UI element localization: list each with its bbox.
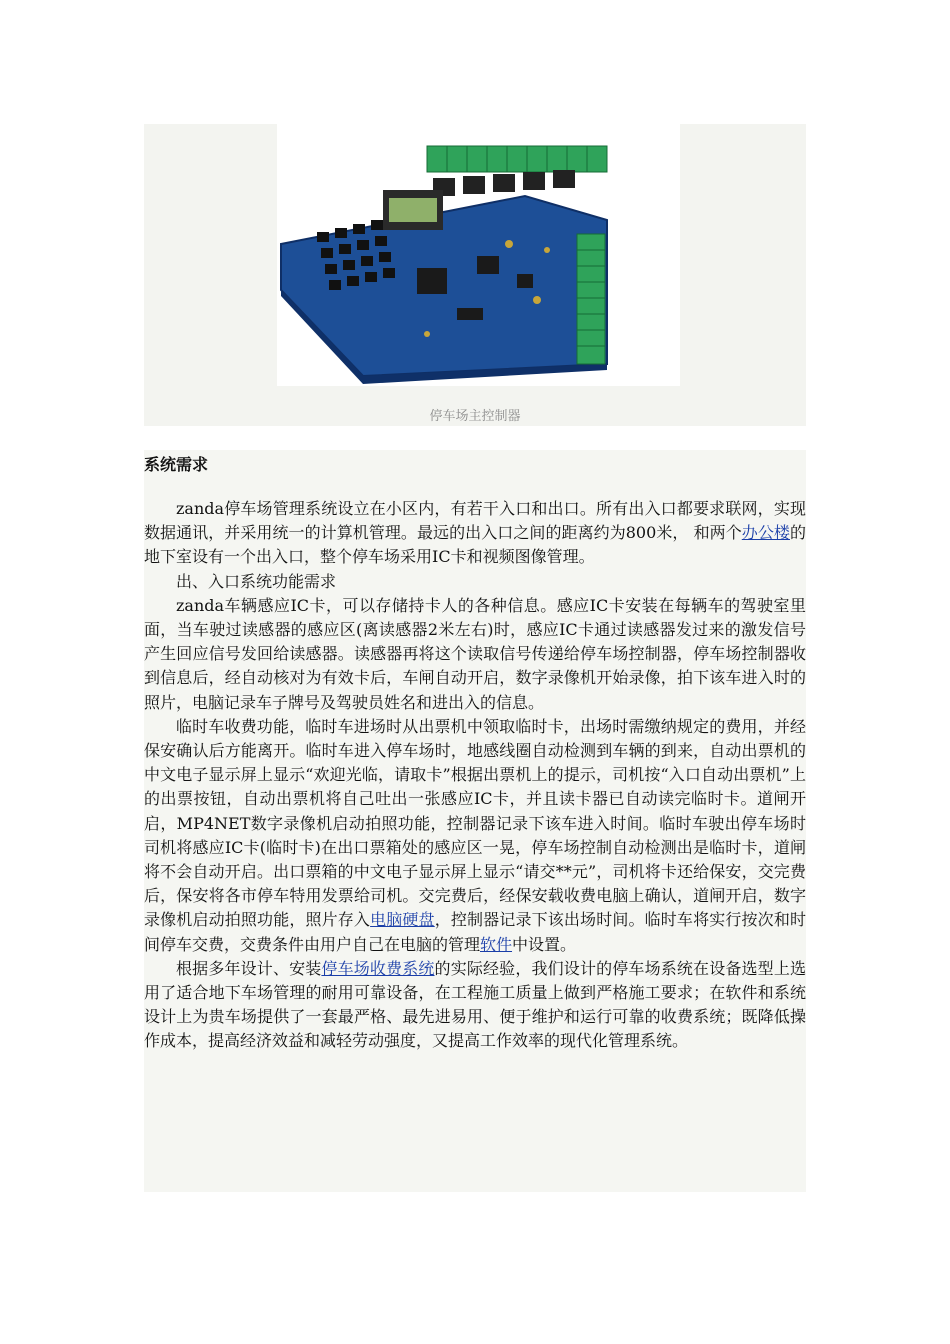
computer-harddisk-link[interactable]: 电脑硬盘 — [370, 910, 435, 930]
terminal-blocks-right — [577, 234, 605, 364]
relays — [433, 170, 575, 196]
terminal-blocks-top — [427, 146, 607, 172]
paragraph-5-text-b: 的实际经验，我们设计的停车场系统在设备选型上选用了适合地下车场管理的耐用可靠设备，在工程施工质量上做到严格施工要求；在软件和系统设计上为贵车场提供了一套最严格、最先进易用、便于维护和运行可靠的收费系统；既降低操作成本，提高经济效益和减轻劳动强度，又提高工作效率的现代化管理系统。 — [144, 958, 806, 1051]
paragraph-4 — [144, 715, 806, 957]
figure-container — [144, 124, 806, 426]
software-link[interactable]: 软件 — [480, 934, 513, 954]
lcd-screen — [389, 198, 437, 222]
paragraph-4-text-b: ，控制器记录下该出场时间。临时车将实行按次和时间停车交费，交费条件由用户自己在电脑的管理 — [144, 910, 806, 954]
parking-fee-system-link[interactable]: 停车场收费系统 — [321, 958, 435, 978]
circuit-board-illustration — [277, 124, 680, 386]
figure-caption: 停车场主控制器 — [429, 409, 521, 424]
section-heading: 系统需求 — [144, 455, 209, 474]
paragraph-1 — [144, 497, 806, 570]
article-body — [144, 497, 806, 1054]
paragraph-5 — [144, 957, 806, 1054]
office-building-link[interactable]: 办公楼 — [741, 523, 790, 543]
paragraph-1-text-b: 的地下室设有一个出入口，整个停车场采用IC卡和视频图像管理。 — [144, 523, 806, 567]
circuit-board-image — [277, 124, 680, 386]
paragraph-1-text-a: zanda停车场管理系统设立在小区内，有若干入口和出口。所有出入口都要求联网，实现数据通讯，并采用统一的计算机管理。最远的出入口之间的距离约为800米， 和两个 — [144, 499, 806, 543]
paragraph-4-text-a: 临时车收费功能，临时车进场时从出票机中领取临时卡，出场时需缴纳规定的费用，并经保安确认后方能离开。临时车进入停车场时，地感线圈自动检测到车辆的到来，自动出票机的中文电子显示屏上显示“欢迎光临，请取卡”根据出票机上的提示，司机按“入口自动出票机”上的出票按钮，自动出票机将自己吐出一张感应IC卡，并且读卡器已自动读完临时卡。道闸开启，MP4NET数字录像机启动拍照功能，控制器记录下该车进入时间。临时车驶出停车场时司机将感应IC卡(临时卡)在出口票箱处的感应区一晃，停车场控制自动检测出是临时卡，道闸将不会自动开启。出口票箱的中文电子显示屏上显示“请交**元”，司机将卡还给保安，交完费后，保安将各市停车特用发票给司机。交完费后，经保安载收费电脑上确认，道闸开启，数字录像机启动拍照功能，照片存入 — [144, 716, 806, 930]
paragraph-5-text-a: 根据多年设计、安装 — [176, 958, 322, 978]
paragraph-3: zanda车辆感应IC卡，可以存储持卡人的各种信息。感应IC卡安装在每辆车的驾驶室里面，当车驶过读感器的感应区(离读感器2米左右)时，感应IC卡通过读感器发过来的激发信号产生回应信号发回给读感器。读感器再将这个读取信号传递给停车场控制器，停车场控制器收到信息后，经自动核对为有效卡后，车闸自动开启，数字录像机开始录像，拍下该车进入时的照片，电脑记录车子牌号及驾驶员姓名和进出入的信息。 — [144, 595, 806, 712]
paragraph-4-text-c: 中设置。 — [512, 934, 577, 954]
paragraph-2: 出、入口系统功能需求 — [176, 571, 337, 591]
